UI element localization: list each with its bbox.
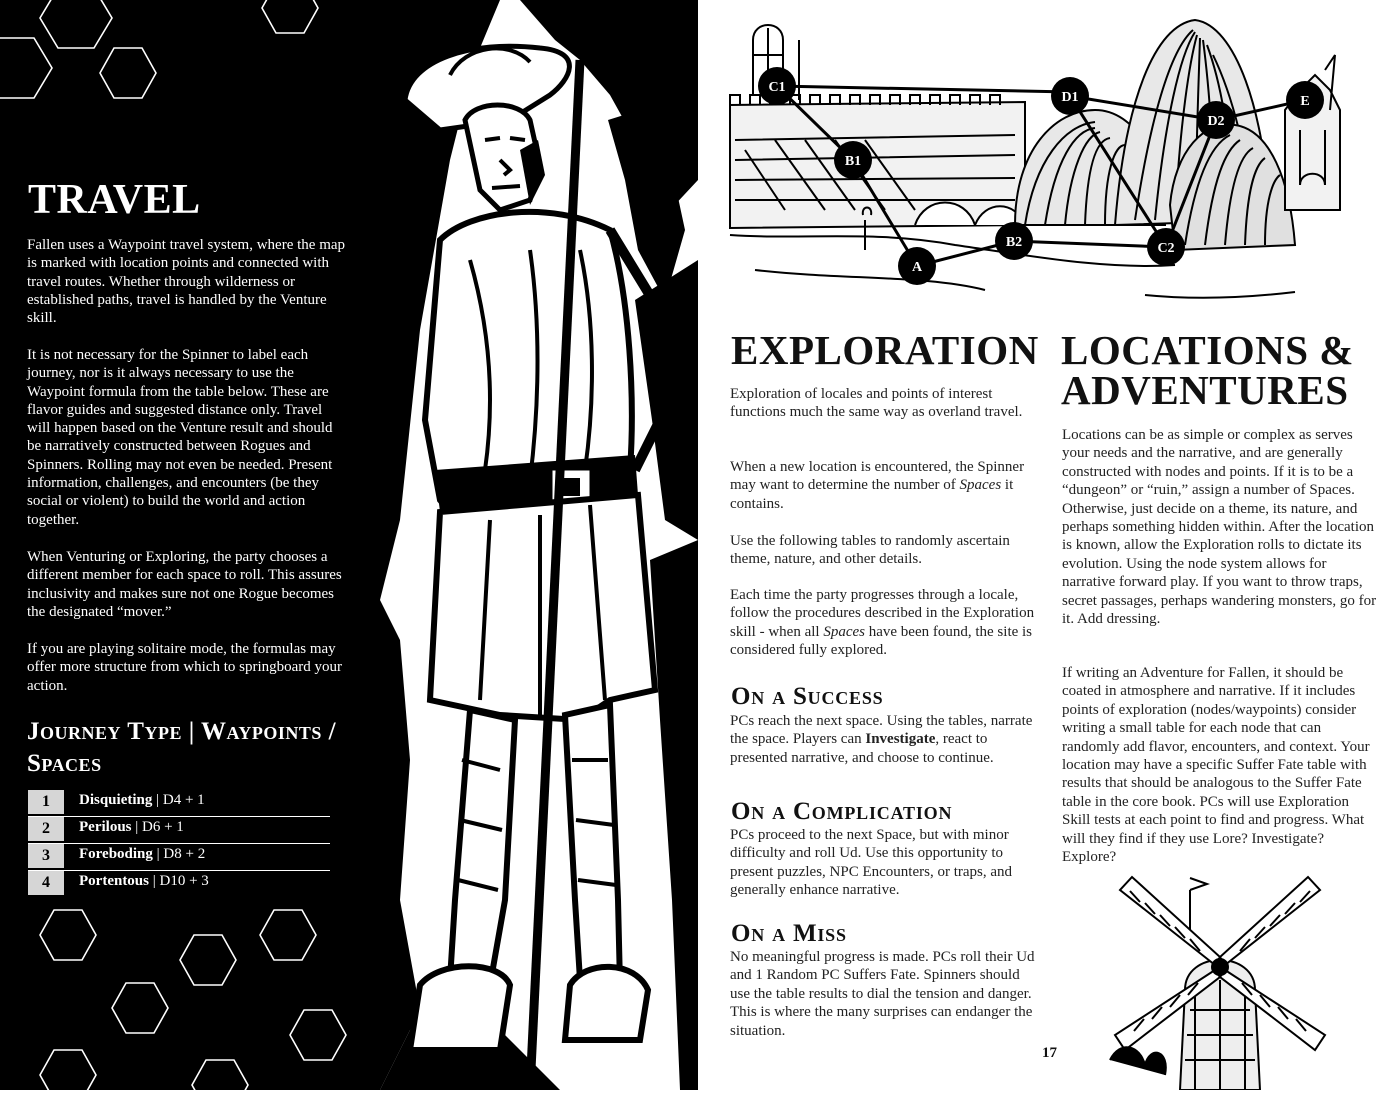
hexagon-icon <box>260 910 316 960</box>
on-a-complication-heading: On a Complication <box>731 798 953 825</box>
hexagon-icon <box>192 1060 248 1090</box>
journey-row <box>28 871 330 897</box>
on-a-complication-text: PCs proceed to the next Space, but with minor difficulty and roll Ud. Use this opportunity to present puzzles, NPC Encounters, or traps, and generally enhance narrative. <box>730 827 1013 899</box>
map-node-label: D2 <box>1207 114 1225 129</box>
castle-node-map-illustration <box>725 10 1355 310</box>
map-node-label: B2 <box>1005 235 1023 250</box>
woodcut-figure-illustration <box>380 0 698 1090</box>
journey-formula: | D10 + 3 <box>149 873 209 889</box>
map-node-label: C2 <box>1157 241 1175 256</box>
travel-paragraph: If you are playing solitaire mode, the formulas may offer more structure from which to springboard your action. <box>27 641 343 694</box>
hexagon-icon <box>40 1050 96 1090</box>
page-number: 17 <box>1042 1045 1057 1061</box>
hexagon-pattern-decoration <box>0 0 380 1090</box>
journey-type: Perilous <box>79 819 132 835</box>
windmill-icon <box>1095 870 1345 1090</box>
journey-row <box>28 817 330 844</box>
journey-formula: | D4 + 1 <box>152 792 205 808</box>
hexagon-icon <box>100 48 156 98</box>
journey-row-text <box>79 792 205 809</box>
journey-row <box>28 844 330 871</box>
exploration-text: it contains. <box>730 477 1014 512</box>
journey-row <box>28 790 330 817</box>
exploration-term: Spaces <box>823 623 865 640</box>
travel-paragraph: It is not necessary for the Spinner to label each journey, nor is it always necessary to use the Waypoint formula from the table below. These are flavor guides and suggested distance only. Travel will happen based on the Venture result and should be narratively constructed between Rogues and Spinners. Rolling may not even be needed. Present information, challenges, and encounters (be they social or violent) to build the world and action together. <box>27 347 333 528</box>
map-node-label: D1 <box>1061 90 1079 105</box>
journey-row-number: 3 <box>28 844 64 868</box>
on-a-success-text <box>730 712 1042 767</box>
hexagon-icon <box>0 38 52 98</box>
travel-paragraph: When Venturing or Exploring, the party chooses a different member for each space to roll. This assures inclusivity and makes sure not one Rogue becomes the designated “mover.” <box>27 549 342 620</box>
journey-row-number: 4 <box>28 871 64 895</box>
exploration-heading: EXPLORATION <box>731 327 1039 373</box>
wanderer-illustration <box>380 0 698 1090</box>
journey-row-text <box>79 846 205 863</box>
journey-row-number: 1 <box>28 790 64 814</box>
journey-type: Disquieting <box>79 792 153 808</box>
success-text: , react to presented narrative, and choose to continue. <box>730 731 994 766</box>
on-a-miss-heading: On a Miss <box>731 920 847 947</box>
locations-paragraph: Locations can be as simple or complex as serves your needs and the narrative, and are generally constructed with nodes and points. If it is to be a “dungeon” or “ruin,” assign a number of Spaces. Otherwise, just decide on a theme, its nature, and perhaps something hidden within. After the location is known, allow the Exploration rolls to dictate its evolution. Using the node system allows for narrative forward play. If you want to throw traps, secret passages, perhaps wandering monsters, go for it. Add dressing. <box>1062 427 1377 628</box>
journey-row-text <box>79 819 184 836</box>
castle-illustration <box>725 10 1355 310</box>
journey-formula: | D6 + 1 <box>131 819 184 835</box>
travel-heading: TRAVEL <box>28 177 201 223</box>
hexagon-icon <box>40 0 112 48</box>
hexagon-icon <box>180 935 236 985</box>
exploration-text: Each time the party progresses through a locale, follow the procedures described in the Exploration skill - when all <box>730 587 1035 640</box>
exploration-paragraph <box>730 586 1042 660</box>
map-node-label: B1 <box>844 154 862 169</box>
locations-paragraph: If writing an Adventure for Fallen, it should be coated in atmosphere and narrative. If it includes points of exploration (nodes/waypoints) consider writing a small table for each node that can randomly add flavor, encounters, and context. Your location may have a specific Suffer Fate table with results that should be analogous to the Suffer Fate table in the core book. PCs will use Exploration Skill tests at each point to find and progress. What will they find if they use Lore? Investigate? Explore? <box>1062 665 1370 866</box>
map-node-label: C1 <box>768 80 786 95</box>
travel-panel <box>0 0 380 1090</box>
journey-table <box>28 790 330 897</box>
hexagon-icon <box>112 983 168 1033</box>
hexagon-icon <box>290 1010 346 1060</box>
journey-table-heading: Journey Type | Waypoints / Spaces <box>27 718 337 777</box>
success-text: PCs reach the next space. Using the tables, narrate the space. Players can <box>730 713 1033 748</box>
journey-row-number: 2 <box>28 817 64 841</box>
exploration-term: Spaces <box>959 477 1002 494</box>
hexagon-icon <box>40 910 96 960</box>
on-a-miss-text: No meaningful progress is made. PCs roll their Ud and 1 Random PC Suffers Fate. Spinners should use the table results to dial the tension and danger. This is where the many surprises can endanger the situation. <box>730 949 1035 1039</box>
journey-row-text <box>79 873 209 890</box>
windmill-illustration <box>1095 870 1345 1090</box>
on-a-success-heading: On a Success <box>731 683 884 710</box>
map-node-label: A <box>911 260 923 275</box>
exploration-paragraph: Use the following tables to randomly ascertain theme, nature, and other details. <box>730 533 1010 568</box>
journey-type: Portentous <box>79 873 149 889</box>
journey-formula: | D8 + 2 <box>152 846 206 862</box>
journey-type: Foreboding <box>79 846 153 862</box>
exploration-text: have been found, the site is considered fully explored. <box>730 623 1033 659</box>
exploration-paragraph: Exploration of locales and points of interest functions much the same way as overland travel. <box>730 386 1023 421</box>
map-node-label: E <box>1300 94 1310 109</box>
exploration-text: When a new location is encountered, the Spinner may want to determine the number of <box>730 459 1025 494</box>
hexagon-icon <box>262 0 318 33</box>
locations-adventures-heading: LOCATIONS & ADVENTURES <box>1061 327 1354 413</box>
travel-paragraph: Fallen uses a Waypoint travel system, where the map is marked with location points and connected with travel routes. Whether through wilderness or established paths, travel is handled by the Venture skill. <box>27 237 346 327</box>
exploration-paragraph <box>730 458 1042 513</box>
success-skill: Investigate <box>865 731 936 748</box>
